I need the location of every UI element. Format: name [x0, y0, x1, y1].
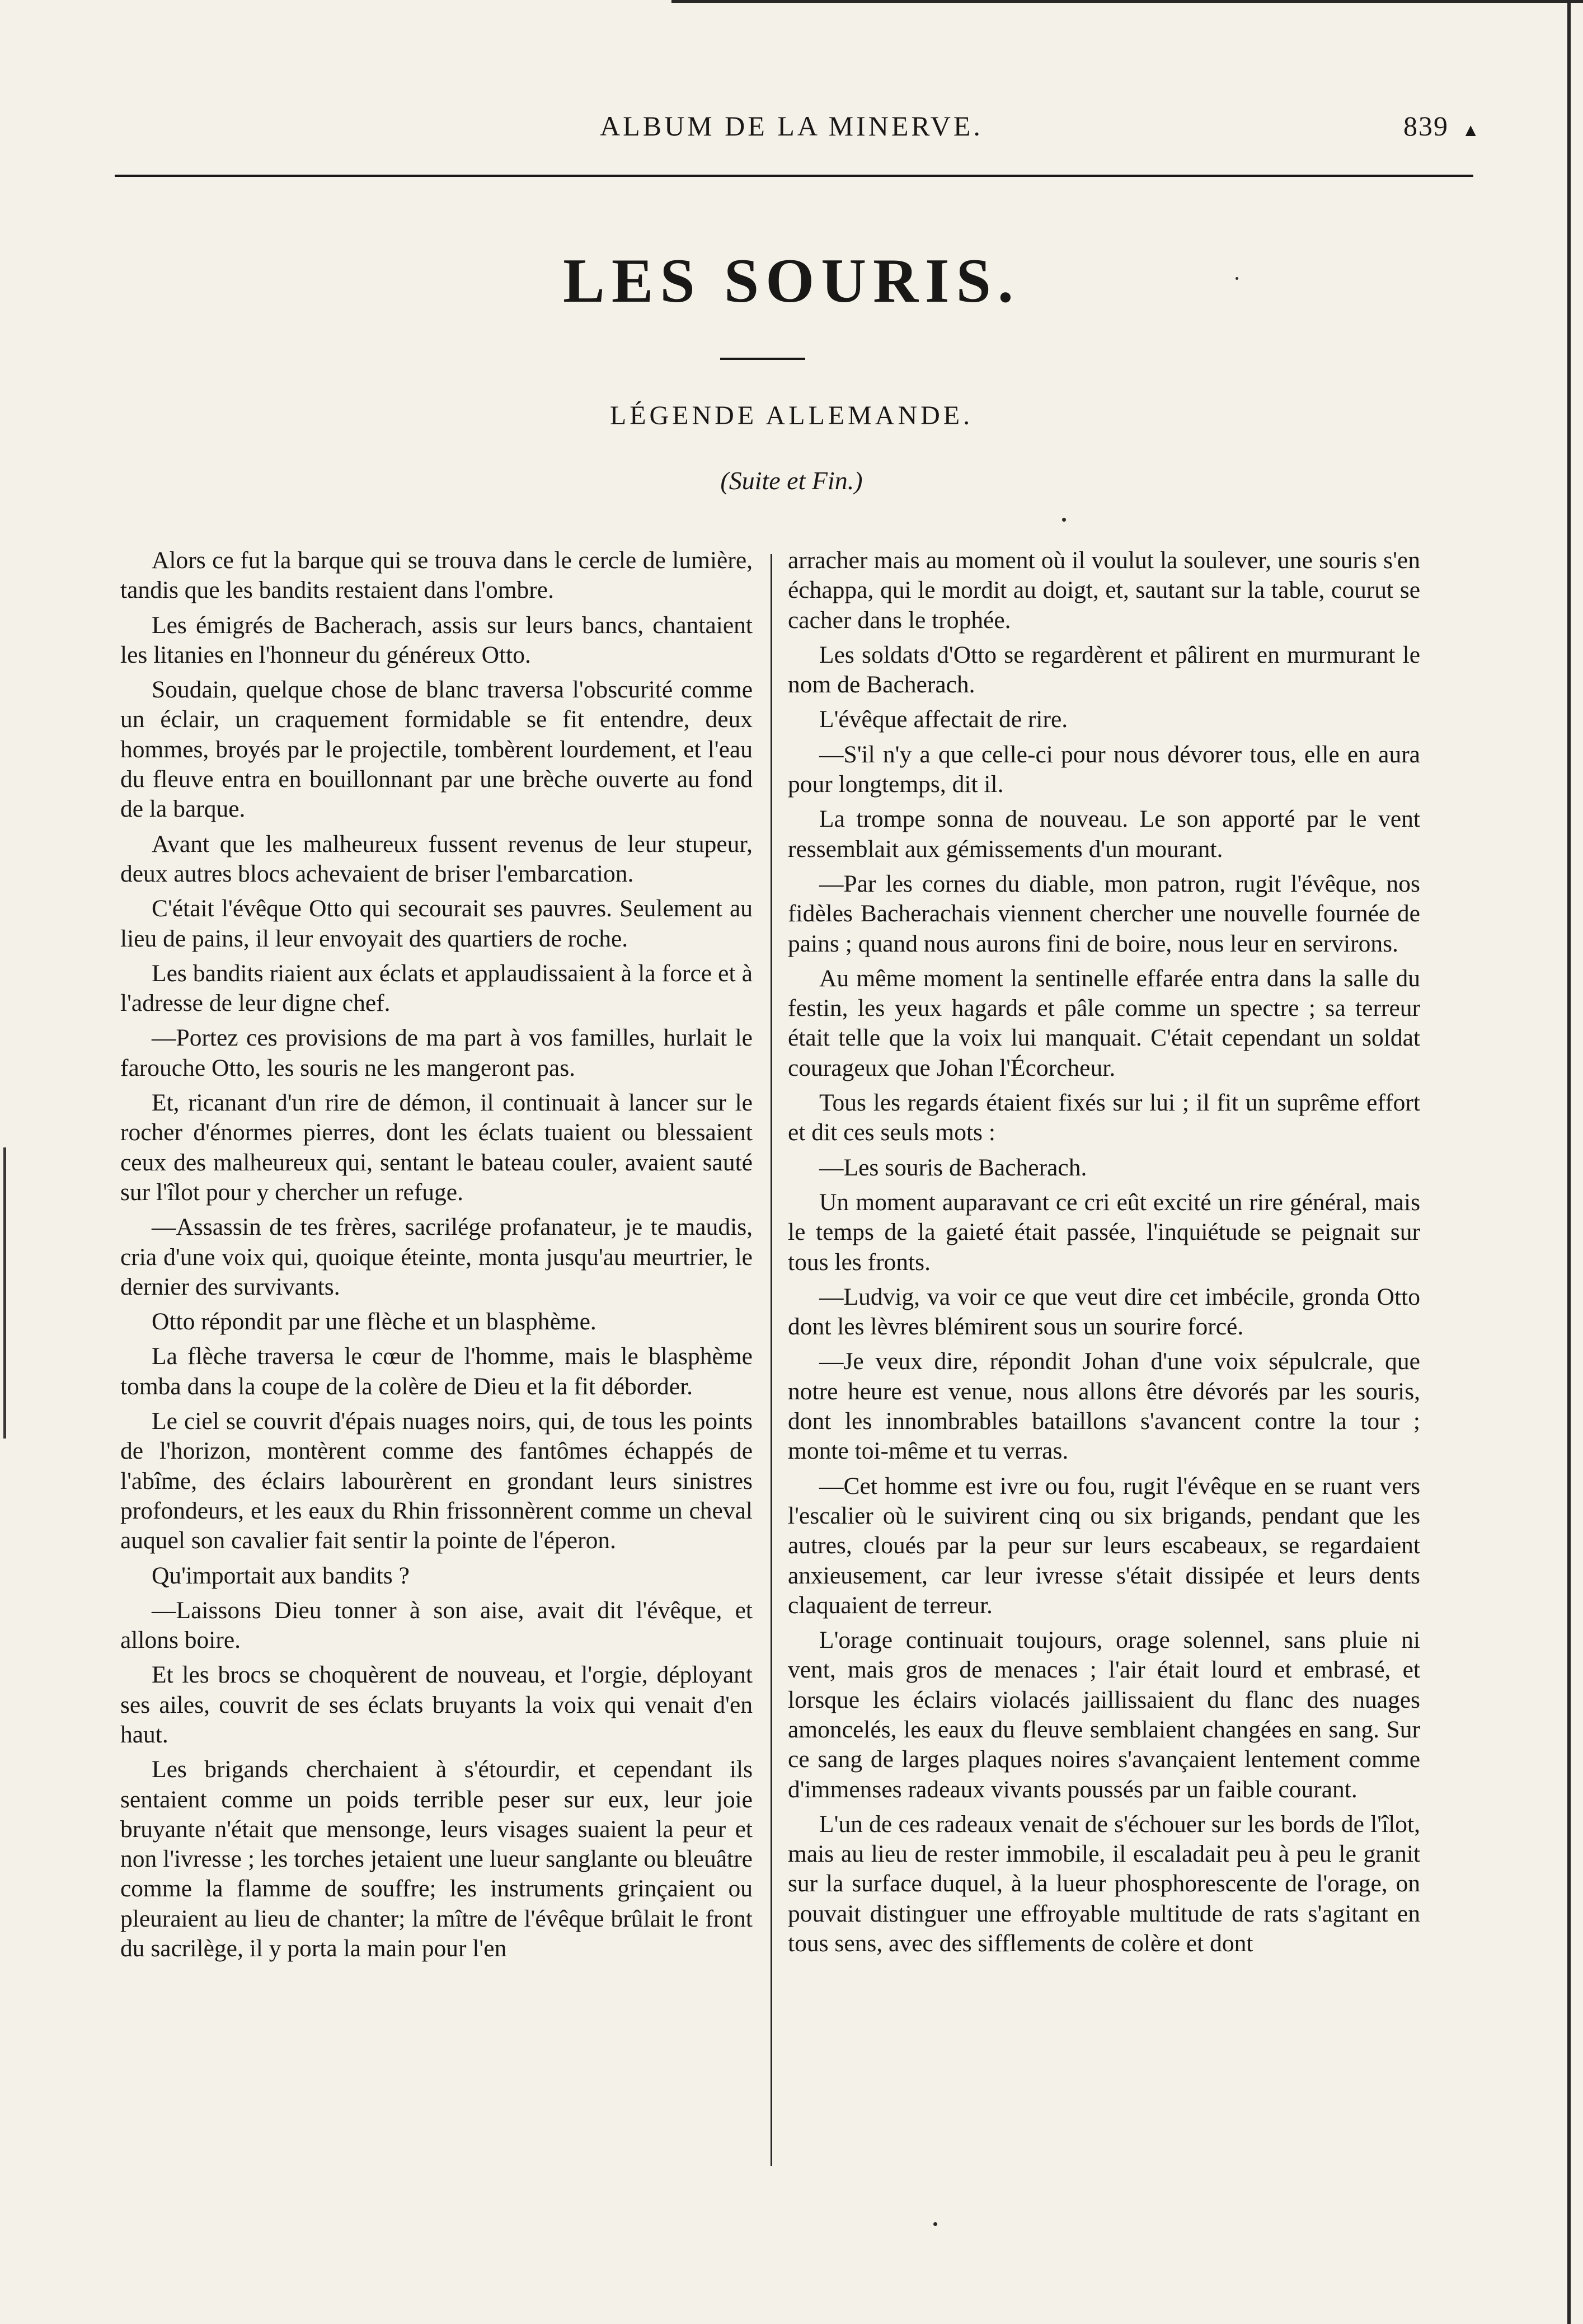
header-rule	[115, 175, 1473, 177]
article-title: LES SOURIS.	[563, 246, 1020, 316]
paragraph: Un moment auparavant ce cri eût excité un rire général, mais le temps de la gaieté était passée, l'inquiétude se peignait sur tous les fronts.	[788, 1188, 1420, 1276]
left-column	[120, 546, 753, 2169]
paragraph: C'était l'évêque Otto qui secourait ses pauvres. Seulement au lieu de pains, il leur envoyait des quartiers de roche.	[120, 895, 753, 952]
ink-speck	[933, 2222, 937, 2226]
paragraph: Les bandits riaient aux éclats et applaudissaient à la force et à l'adresse de leur digne chef.	[120, 959, 753, 1017]
paragraph: —Cet homme est ivre ou fou, rugit l'évêque en se ruant vers l'escalier où le suivirent cinq ou six brigands, pendant que les autres, cloués par la peur sur leurs escabeaux, se regardaient anxieusement, car leur ivresse s'était dissipée et leurs dents claquaient de terreur.	[788, 1472, 1420, 1619]
paragraph-continued: arracher mais au moment où il voulut la soulever, une souris s'en échappa, qui le mordit au doigt, et, sautant sur la table, courut se cacher dans le trophée.	[788, 547, 1420, 634]
paragraph: Les soldats d'Otto se regardèrent et pâlirent en murmurant le nom de Bacherach.	[788, 641, 1420, 699]
paragraph: La flèche traversa le cœur de l'homme, mais le blasphème tomba dans la coupe de la colère de Dieu et la fit déborder.	[120, 1343, 753, 1400]
paragraph: —Par les cornes du diable, mon patron, rugit l'évêque, nos fidèles Bacherachais viennent chercher une nouvelle fournée de pains ; quand nous aurons fini de boire, nous leur en servirons.	[788, 870, 1420, 957]
paragraph: L'évêque affectait de rire.	[819, 706, 1068, 733]
paragraph: Au même moment la sentinelle effarée entra dans la salle du festin, les yeux hagards et pâle comme un spectre ; sa terreur était telle que la voix lui manquait. C'était cependant un soldat courageux que Johan l'Écorcheur.	[788, 964, 1420, 1081]
paragraph: —S'il n'y a que celle-ci pour nous dévorer tous, elle en aura pour longtemps, dit il.	[788, 741, 1420, 798]
paragraph: Les émigrés de Bacherach, assis sur leurs bancs, chantaient les litanies en l'honneur du généreux Otto.	[120, 611, 753, 668]
paragraph: Les brigands cherchaient à s'étourdir, et cependant ils sentaient comme un poids terrible peser sur eux, leur joie bruyante n'était que mensonge, leurs visages suaient la peur et non l'ivresse ; les torches jetaient une lueur sanglante ou bleuâtre comme la flamme de souffre; les instruments grinçaient ou pleuraient au lieu de chanter; la mître de l'évêque brûlait le front du sacrilège, il y porta la main pour l'en	[120, 1756, 753, 1962]
article-subtitle: LÉGENDE ALLEMANDE.	[609, 401, 974, 430]
running-header	[112, 110, 1482, 149]
margin-mark: ▲	[1462, 120, 1482, 140]
paragraph: —Les souris de Bacherach.	[819, 1154, 1087, 1181]
paragraph: Avant que les malheureux fussent revenus de leur stupeur, deux autres blocs achevaient de briser l'embarcation.	[120, 830, 753, 887]
paragraph: Qu'importait aux bandits ?	[152, 1562, 410, 1589]
running-title: ALBUM DE LA MINERVE.	[600, 110, 983, 142]
ink-speck	[1236, 277, 1238, 280]
page-edge-right	[1567, 0, 1571, 2324]
right-column	[788, 546, 1420, 2169]
paragraph: Soudain, quelque chose de blanc traversa l'obscurité comme un éclair, un craquement formidable se fit entendre, deux hommes, broyés par le projectile, tombèrent lourdement, et l'eau du fleuve entra en bouillonnant par une brèche ouverte au fond de la barque.	[120, 676, 753, 823]
paragraph: —Portez ces provisions de ma part à vos familles, hurlait le farouche Otto, les souris ne les mangeront pas.	[120, 1024, 753, 1081]
paragraph: —Assassin de tes frères, sacrilége profanateur, je te maudis, cria d'une voix qui, quoique éteinte, monta jusqu'au meurtrier, le dernier des survivants.	[120, 1213, 753, 1300]
continuation-note: (Suite et Fin.)	[720, 466, 863, 495]
page-number: 839	[1403, 110, 1449, 142]
paragraph: Tous les regards étaient fixés sur lui ; il fit un suprême effort et dit ces seuls mots :	[788, 1089, 1420, 1146]
paragraph: —Ludvig, va voir ce que veut dire cet imbécile, gronda Otto dont les lèvres blémirent sous un sourire forcé.	[788, 1283, 1420, 1341]
paragraph: Et les brocs se choquèrent de nouveau, et l'orgie, déployant ses ailes, couvrit de ses éclats bruyants la voix qui venait d'en haut.	[120, 1661, 753, 1748]
paragraph: Le ciel se couvrit d'épais nuages noirs, qui, de tous les points de l'horizon, montèrent comme des fantômes échappés de l'abîme, des éclairs labourèrent en grondant leurs sinistres profondeurs, et les eaux du Rhin frissonnèrent comme un cheval auquel son cavalier fait sentir la pointe de l'éperon.	[120, 1408, 753, 1554]
paragraph: Alors ce fut la barque qui se trouva dans le cercle de lumière, tandis que les bandits restaient dans l'ombre.	[120, 547, 753, 604]
column-divider	[771, 554, 772, 2166]
title-rule	[720, 358, 805, 360]
paragraph: L'orage continuait toujours, orage solennel, sans pluie ni vent, mais gros de menaces ; l'air était lourd et embrasé, et lorsque les éclairs violacés jaillissaient du flanc des nuages amoncelés, les eaux du fleuve semblaient changées en sang. Sur ce sang de larges plaques noires s'avançaient lentement comme d'immenses radeaux vivants poussés par un faible courant.	[788, 1627, 1420, 1803]
paragraph: Et, ricanant d'un rire de démon, il continuait à lancer sur le rocher d'énormes pierres, dont les éclats tuaient ou blessaient ceux des malheureux qui, sentant le bateau couler, avaient sauté sur l'îlot pour y chercher un refuge.	[120, 1089, 753, 1206]
paragraph: Otto répondit par une flèche et un blasphème.	[152, 1308, 596, 1336]
page-edge-left	[3, 1147, 6, 1439]
paragraph: —Je veux dire, répondit Johan d'une voix sépulcrale, que notre heure est venue, nous allons être dévorés par les souris, dont les innombrables bataillons s'avancent contre la tour ; monte toi-même et tu verras.	[788, 1348, 1420, 1465]
ink-speck	[1062, 518, 1066, 522]
paragraph: —Laissons Dieu tonner à son aise, avait dit l'évêque, et allons boire.	[120, 1596, 753, 1654]
paragraph: La trompe sonna de nouveau. Le son apporté par le vent ressemblait aux gémissements d'un mourant.	[788, 805, 1420, 863]
paragraph: L'un de ces radeaux venait de s'échouer sur les bords de l'îlot, mais au lieu de rester immobile, il escaladait peu à peu le granit sur la surface duquel, à la lueur phosphorescente de l'orage, on pouvait distinguer une effroyable multitude de rats s'agitant en tous sens, avec des sifflements de colère et dont	[788, 1810, 1420, 1957]
page-edge-top	[671, 0, 1583, 3]
